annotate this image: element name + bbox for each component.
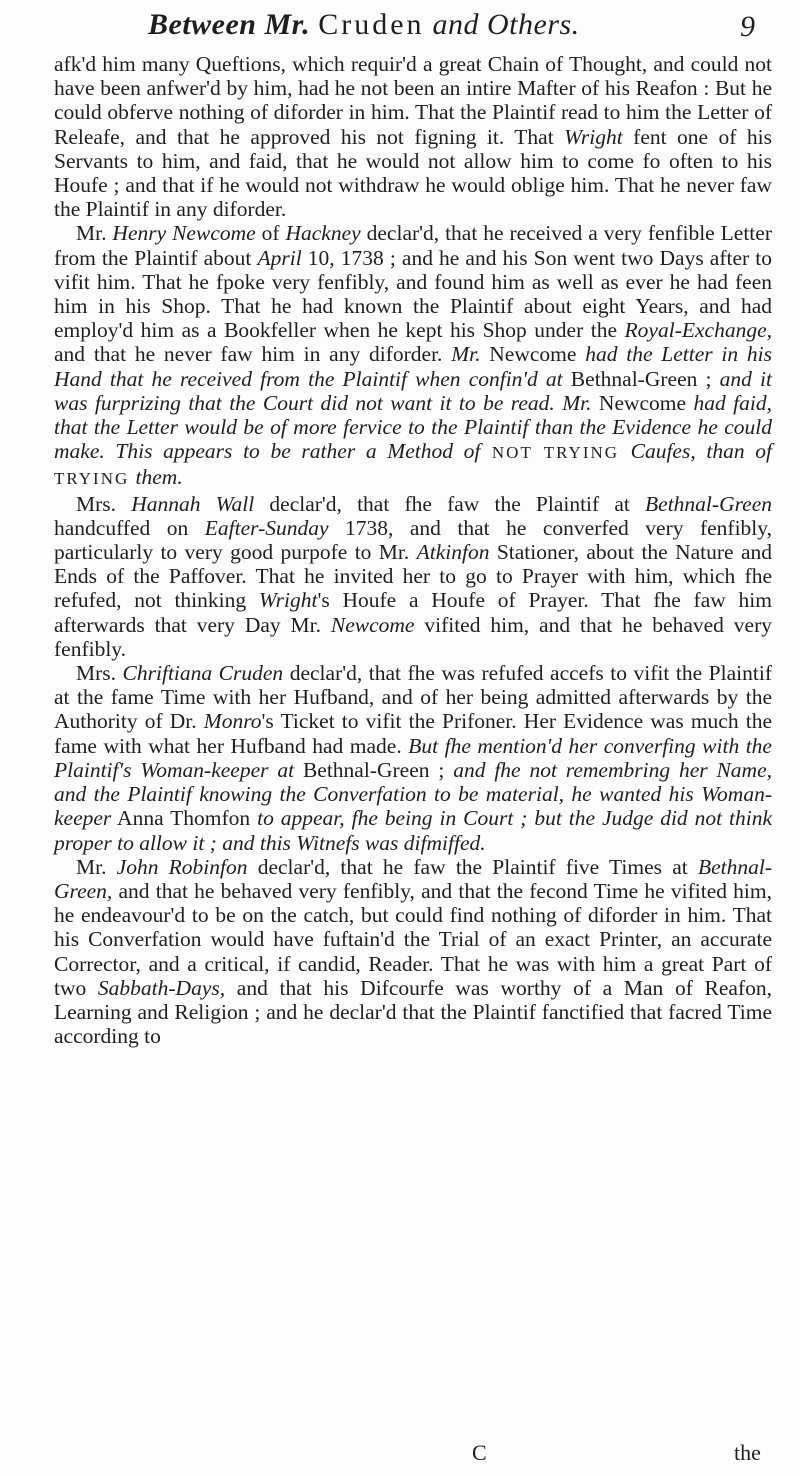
roman-text: 's Houfe a Houfe of Prayer. That fhe faw him afterwards that very Day Mr. <box>54 588 772 637</box>
roman-text: 's Ticket to vifit the Prifoner. Her Evidence was much the fame with what her Hufband had made. <box>54 709 772 758</box>
italic-text: had faid, that the Letter would be of more fervice to the Plaintif than the Evidence he could make. This appears to be rather a Method of <box>54 390 772 464</box>
roman-text: and that he behaved very fenfibly, and that the fecond Time he vifited him, he endeavour'd to be on the catch, but could find nothing of diforder in him. That his Converfation would have fuftain'd the Trial of an exact Printer, an accurate Corrector, and a critical, if candid, Reader. That he was with him a great Part of two <box>54 878 772 1000</box>
body-text <box>54 52 772 1048</box>
roman-text: declar'd, that fhe was refufed accefs to vifit the Plaintif at the fame Time with her Hufband, and of her being admitted afterwards by the Authority of Dr. <box>54 661 772 734</box>
roman-text: vifited him, and that he behaved very fenfibly. <box>54 612 772 661</box>
running-title-name: Cruden <box>318 8 425 41</box>
italic-text: But fhe mention'd her converfing with the Plaintif's Woman-keeper at <box>54 733 772 782</box>
running-title <box>148 8 580 42</box>
roman-text: fent one of his Servants to him, and faid, that he would not allow him to come fo often to his Houfe ; and that if he would not withdraw he would oblige him. That he never faw the Plaintif in any diforder. <box>54 124 773 222</box>
signature-mark: C <box>472 1440 487 1465</box>
italic-text: Sabbath-Days, <box>97 975 226 1000</box>
italic-text: Bethnal-Green, <box>54 854 772 903</box>
paragraph-p3 <box>54 492 772 661</box>
small-caps-text: NOT TRYING <box>480 443 631 463</box>
italic-text: had the Letter in his Hand that he received from the Plaintif when confin'd at <box>54 342 773 391</box>
paragraph-p2 <box>54 221 772 491</box>
italic-text: Hannah Wall <box>131 491 255 516</box>
italic-text: Caufes, than of <box>630 439 772 464</box>
catchword: the <box>734 1440 761 1465</box>
italic-text: Newcome <box>330 612 415 637</box>
roman-text: of <box>255 221 286 246</box>
roman-text: 1738, and that he converfed very fenfibly, particularly to very good purpofe to Mr. <box>54 515 772 565</box>
paragraph-p1 <box>54 52 772 221</box>
small-caps-text: TRYING <box>54 469 136 489</box>
roman-text: Bethnal-Green ; <box>562 366 720 391</box>
roman-text: Mr. <box>76 221 113 246</box>
roman-text: declar'd, that he faw the Plaintif five Times at <box>247 854 698 879</box>
signature-line <box>0 1440 800 1470</box>
italic-text: Wright <box>258 588 318 613</box>
italic-text: Hackney <box>285 221 361 246</box>
roman-text: and that his Difcourfe was worthy of a Man of Reafon, Learning and Religion ; and he declar'd that the Plaintif fanctified that facred Time according to <box>54 975 773 1049</box>
italic-text: Atkinfon <box>416 540 490 565</box>
italic-text: and it was furprizing that the Court did not want it to be read. Mr. <box>54 366 772 415</box>
roman-text: Mr. <box>76 854 117 879</box>
roman-text: afk'd him many Queftions, which requir'd a great Chain of Thought, and could not have been anfwer'd by him, had he not been an intire Mafter of his Reafon : But he could obferve nothing of diforder in him. That the Plaintif read to him the Letter of Releafe, and that he approved his not figning it. That <box>54 52 772 149</box>
roman-text: and that he never faw him in any diforder. <box>54 342 452 367</box>
paragraph-p4 <box>54 661 772 855</box>
italic-text: Henry Newcome <box>112 221 256 246</box>
roman-text: Anna Thomfon <box>111 806 258 831</box>
roman-text: declar'd, that he received a very fenfible Letter from the Plaintif about <box>54 221 772 270</box>
paragraph-p5 <box>54 855 772 1049</box>
roman-text: Mrs. <box>76 491 132 516</box>
italic-text: Eafter-Sunday <box>204 515 329 540</box>
italic-text: Wright <box>564 124 623 149</box>
roman-text: handcuffed on <box>54 515 205 540</box>
italic-text: Monro <box>203 709 262 734</box>
italic-text: Royal-Exchange, <box>624 318 772 343</box>
italic-text: Chriftiana Cruden <box>122 661 284 686</box>
roman-text: Stationer, about the Nature and Ends of the Paffover. That he invited her to go to Prayer with him, which fhe refufed, not thinking <box>54 540 772 613</box>
italic-text: them. <box>135 465 183 490</box>
running-title-part-1: Between Mr. <box>148 8 311 41</box>
italic-text: John Robinfon <box>116 854 248 879</box>
roman-text: Newcome <box>591 390 694 415</box>
italic-text: April <box>257 245 302 270</box>
roman-text: Newcome <box>480 342 586 367</box>
page-number: 9 <box>740 10 755 43</box>
italic-text: and fhe not remembring her Name, and the Plaintif knowing the Converfation to be material, he wanted his Woman-keeper <box>54 757 772 831</box>
roman-text: Mrs. <box>76 661 123 686</box>
roman-text: Bethnal-Green ; <box>294 757 454 782</box>
running-title-part-2: and Others. <box>432 8 580 41</box>
italic-text: Mr. <box>451 342 481 367</box>
italic-text: Bethnal-Green <box>645 491 772 516</box>
roman-text: 10, 1738 ; and he and his Son went two Days after to vifit him. That he fpoke very fenfibly, and found him as well as ever he had feen him in his Shop. That he had known the Plaintif about eight Years, and had employ'd him as a Bookfeller when he kept his Shop under the <box>54 245 772 343</box>
italic-text: to appear, fhe being in Court ; but the Judge did not think proper to allow it ; and this Witnefs was difmiffed. <box>54 806 773 855</box>
roman-text: declar'd, that fhe faw the Plaintif at <box>254 491 646 516</box>
running-head <box>0 8 800 48</box>
